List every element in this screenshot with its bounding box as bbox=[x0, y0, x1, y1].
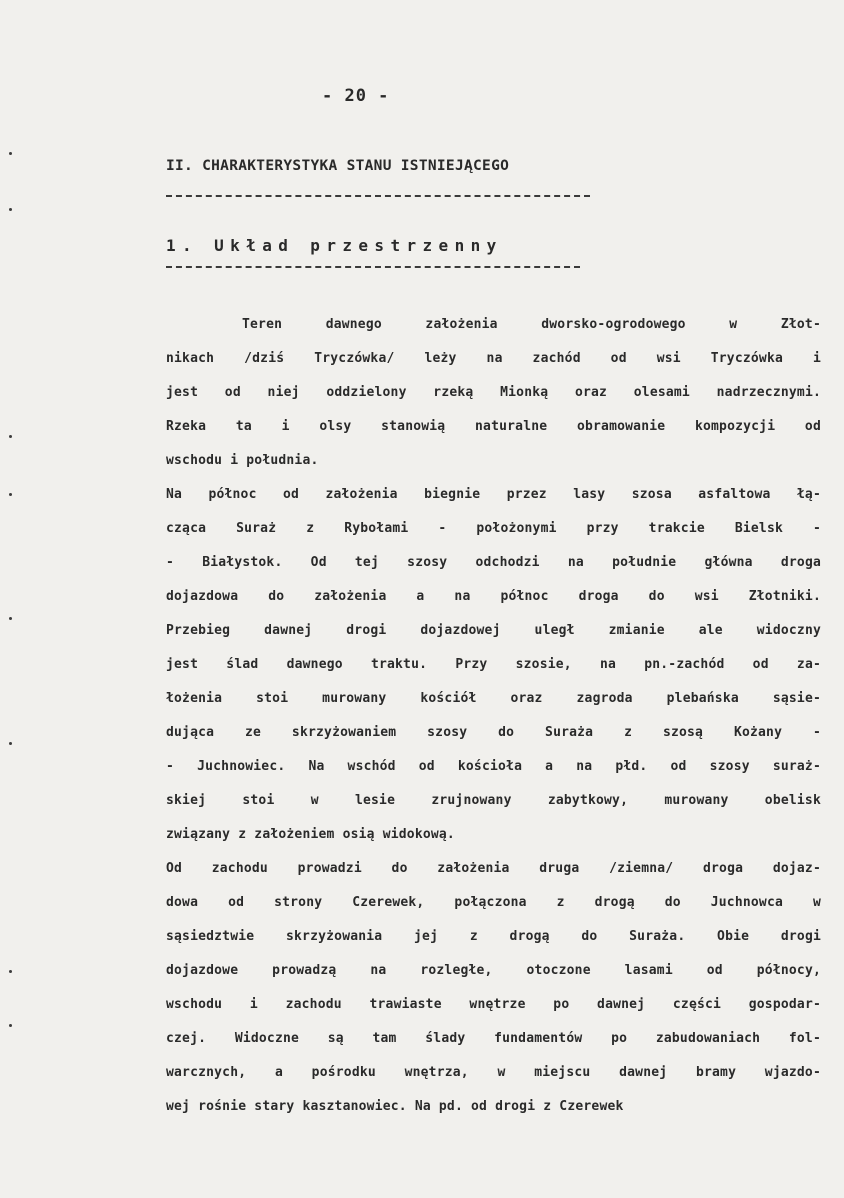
text-line: cząca Suraż z Rybołami - położonymi przy trakcie Bielsk - bbox=[166, 521, 821, 536]
text-line: jest ślad dawnego traktu. Przy szosie, na pn.-zachód od za- bbox=[166, 657, 821, 672]
text-line: wschodu i południa. bbox=[166, 453, 319, 468]
text-line: Przebieg dawnej drogi dojazdowej uległ zmianie ale widoczny bbox=[166, 623, 821, 638]
body-text bbox=[166, 308, 821, 1124]
text-line: Na północ od założenia biegnie przez lasy szosa asfaltowa łą- bbox=[166, 487, 821, 502]
text-line: wschodu i zachodu trawiaste wnętrze po dawnej części gospodar- bbox=[166, 997, 821, 1012]
text-line: - Juchnowiec. Na wschód od kościoła a na płd. od szosy suraż- bbox=[166, 759, 821, 774]
section-heading: II. CHARAKTERYSTYKA STANU ISTNIEJĄCEGO bbox=[166, 158, 510, 174]
margin-dot bbox=[9, 152, 12, 155]
text-line: dojazdowa do założenia a na północ droga do wsi Złotniki. bbox=[166, 589, 821, 604]
text-line: dująca ze skrzyżowaniem szosy do Suraża z szosą Kożany - bbox=[166, 725, 821, 740]
text-line: - Białystok. Od tej szosy odchodzi na południe główna droga bbox=[166, 555, 821, 570]
text-line: Teren dawnego założenia dworsko-ogrodowego w Złot- bbox=[242, 317, 821, 332]
text-line: łożenia stoi murowany kościół oraz zagroda plebańska sąsie- bbox=[166, 691, 821, 706]
text-line: sąsiedztwie skrzyżowania jej z drogą do Suraża. Obie drogi bbox=[166, 929, 821, 944]
text-line: związany z założeniem osią widokową. bbox=[166, 827, 455, 842]
margin-dot bbox=[9, 493, 12, 496]
text-line: dowa od strony Czerewek, połączona z drogą do Juchnowca w bbox=[166, 895, 821, 910]
margin-dot bbox=[9, 970, 12, 973]
margin-dot bbox=[9, 1024, 12, 1027]
subheading-underline bbox=[166, 266, 580, 268]
text-line: jest od niej oddzielony rzeką Mionką oraz olesami nadrzecznymi. bbox=[166, 385, 821, 400]
text-line: nikach /dziś Tryczówka/ leży na zachód od wsi Tryczówka i bbox=[166, 351, 821, 366]
text-line: Rzeka ta i olsy stanowią naturalne obramowanie kompozycji od bbox=[166, 419, 821, 434]
subsection-heading: 1. Układ przestrzenny bbox=[166, 236, 503, 255]
page-number: - 20 - bbox=[322, 86, 390, 106]
heading-underline bbox=[166, 195, 590, 197]
text-line: wej rośnie stary kasztanowiec. Na pd. od drogi z Czerewek bbox=[166, 1099, 624, 1114]
margin-dot bbox=[9, 208, 12, 211]
text-line: Od zachodu prowadzi do założenia druga /ziemna/ droga dojaz- bbox=[166, 861, 821, 876]
text-line: skiej stoi w lesie zrujnowany zabytkowy, murowany obelisk bbox=[166, 793, 821, 808]
margin-dot bbox=[9, 617, 12, 620]
text-line: czej. Widoczne są tam ślady fundamentów po zabudowaniach fol- bbox=[166, 1031, 821, 1046]
margin-dot bbox=[9, 742, 12, 745]
text-line: dojazdowe prowadzą na rozległe, otoczone lasami od północy, bbox=[166, 963, 821, 978]
text-line: warcznych, a pośrodku wnętrza, w miejscu dawnej bramy wjazdo- bbox=[166, 1065, 821, 1080]
margin-dot bbox=[9, 435, 12, 438]
